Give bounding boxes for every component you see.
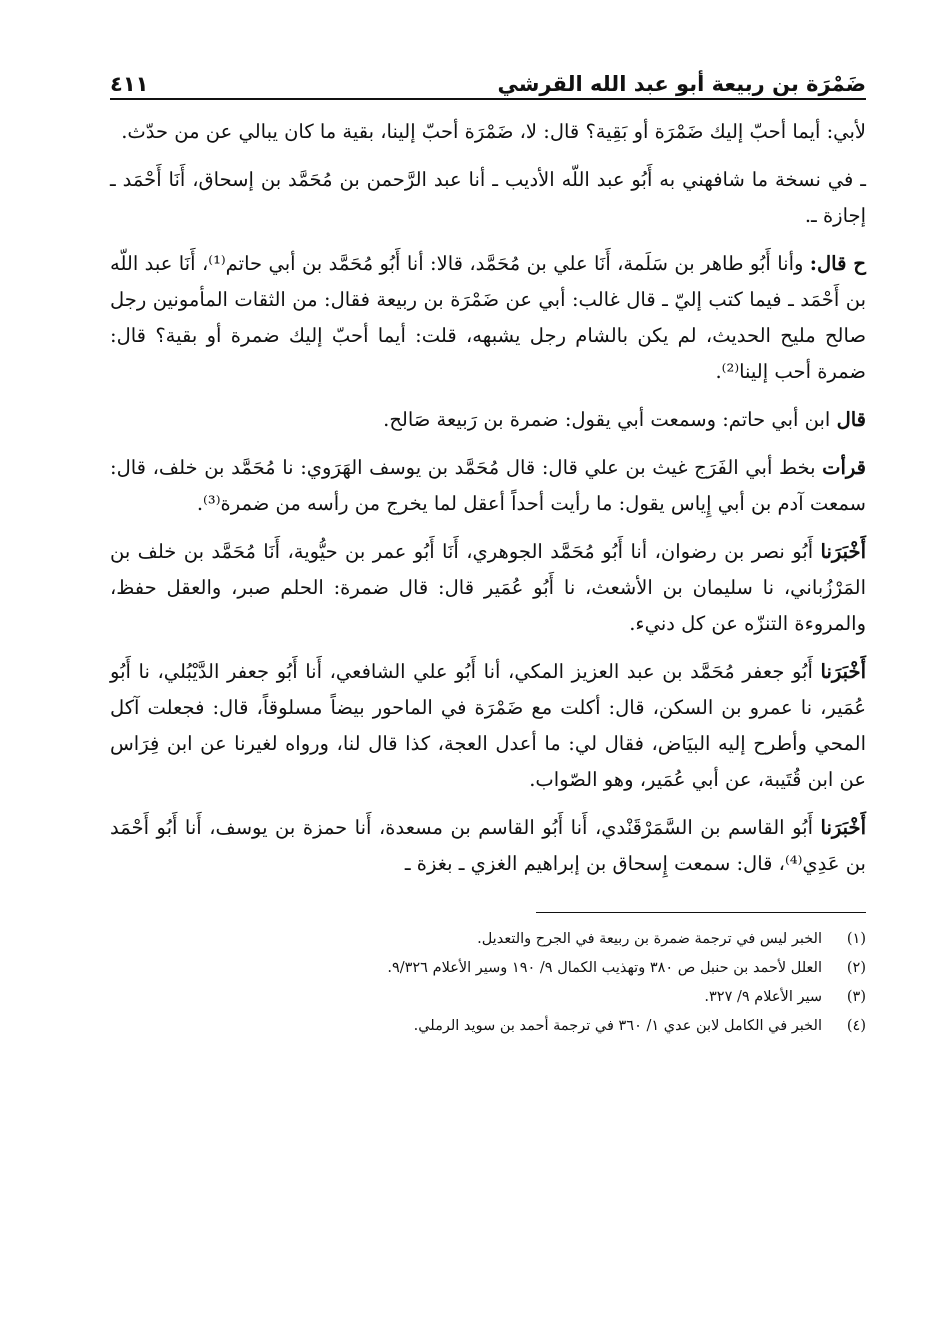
- paragraph-text: ابن أبي حاتم: وسمعت أبي يقول: ضمرة بن رَبيعة صَالح.: [383, 408, 831, 431]
- paragraph-text: بخط أبي الفَرَج غيث بن علي قال: قال مُحَمَّد بن يوسف الهَرَوي: نا مُحَمَّد بن خلف، قال: سمعت آدم بن أبي إِياس يقول: ما رأيت أحداً أعقل لما يخرج من رأسه من ضمرة⁽³⁾.: [110, 456, 866, 515]
- paragraph-text: أَبُو نصر بن رضوان، أنا أَبُو مُحَمَّد الجوهري، أَنَا أَبُو عمر بن حيُّوية، أَنَا مُحَمَّد بن خلف بن المَرْزُباني، نا سليمان بن الأشعث، نا أَبُو عُمَير قال: قال ضمرة: الحلم صبر، والعقل حفظ، والمروءة التنزّه عن كل دنيء.: [110, 540, 866, 635]
- paragraph: [110, 534, 866, 642]
- footnote: [110, 954, 866, 983]
- page-number: ٤١١: [110, 72, 149, 96]
- paragraph: [110, 654, 866, 798]
- paragraph-text: لأبي: أيما أحبّ إليك ضَمْرَة أو بَقِية؟ قال: لا، ضَمْرَة أحبّ إلينا، بقية ما كان يبالي عن من حدّث.: [121, 120, 866, 143]
- footnote-text: العلل لأحمد بن حنبل ص ٣٨٠ وتهذيب الكمال ٩/ ١٩٠ وسير الأعلام ٩/٣٢٦.: [387, 960, 822, 976]
- paragraph-text: وأنا أَبُو طاهر بن سَلَمة، أَنَا علي بن مُحَمَّد، قالا: أنا أَبُو مُحَمَّد بن أبي حاتم⁽¹⁾، أَنَا عبد اللّه بن أَحْمَد ـ فيما كتب إليّ ـ قال غالب: أبي عن ضَمْرَة بن ربيعة فقال: من الثقات المأمونين رجل صالح مليح الحديث، لم يكن بالشام رجل يشبهه، قلت: أيما أحبّ إليك ضمرة أو بقية؟ قال: ضمرة أحب إلينا⁽²⁾.: [110, 252, 866, 383]
- paragraph: [110, 402, 866, 438]
- footnotes: [110, 925, 866, 1041]
- paragraph: [110, 450, 866, 522]
- paragraph-lead: أَخْبَرَنا: [820, 660, 866, 683]
- paragraph: [110, 114, 866, 150]
- footnote-number: (٤): [846, 1018, 866, 1034]
- paragraph-lead: قرأت: [822, 456, 866, 479]
- footnote-text: الخبر في الكامل لابن عدي ١/ ٣٦٠ في ترجمة أحمد بن سويد الرملي.: [413, 1018, 822, 1034]
- footnote: [110, 983, 866, 1012]
- paragraph-text: ـ في نسخة ما شافهني به أَبُو عبد اللّه الأديب ـ أنا عبد الرَّحمن بن مُحَمَّد بن إسحاق، أَنَا أَحْمَد ـ إجازة ـ.: [110, 168, 866, 227]
- header-title: ضَمْرَة بن ربيعة أبو عبد الله القرشي: [497, 72, 866, 96]
- paragraph-lead: أَخْبَرَنا: [820, 816, 866, 839]
- footnote-number: (٢): [846, 960, 866, 976]
- footnote: [110, 1012, 866, 1041]
- footnote-text: الخبر ليس في ترجمة ضمرة بن ربيعة في الجرح والتعديل.: [477, 931, 822, 947]
- document-page: [110, 58, 866, 1041]
- footnote-text: سير الأعلام ٩/ ٣٢٧.: [704, 989, 822, 1005]
- paragraph-lead: أَخْبَرَنا: [820, 540, 866, 563]
- footnote-number: (١): [846, 931, 866, 947]
- paragraph: [110, 162, 866, 234]
- running-header: [110, 58, 866, 100]
- paragraph-text: أَبُو جعفر مُحَمَّد بن عبد العزيز المكي، أنا أَبُو علي الشافعي، أَنا أَبُو جعفر الدَّيْبُلي، نا أَبُو عُمَير، نا عمرو بن السكن، قال: أكلت مع ضَمْرَة في الماحور بيضاً مسلوقاً، قال: فجعلت آكل المحي وأطرح إليه البيَاض، فقال لي: ما أعدل العجة، كذا قال لنا، ورواه لغيرنا عن ابن فِرَاس عن ابن قُتَيبة، عن أبي عُمَير، وهو الصّواب.: [110, 660, 866, 791]
- footnote: [110, 925, 866, 954]
- paragraph: [110, 810, 866, 882]
- footnote-number: (٣): [846, 989, 866, 1005]
- paragraph-lead: قال: [836, 408, 866, 431]
- paragraph-lead: ح قال:: [809, 252, 866, 275]
- footnote-divider: [536, 912, 866, 913]
- main-text: [110, 114, 866, 882]
- paragraph-text: أَبُو القاسم بن السَّمَرْقَنْدي، أَنا أَبُو القاسم بن مسعدة، أَنا حمزة بن يوسف، أَنا أَبُو أَحْمَد بن عَدِي⁽⁴⁾، قال: سمعت إِسحاق بن إبراهيم الغزي ـ بغزة ـ: [110, 816, 866, 875]
- paragraph: [110, 246, 866, 390]
